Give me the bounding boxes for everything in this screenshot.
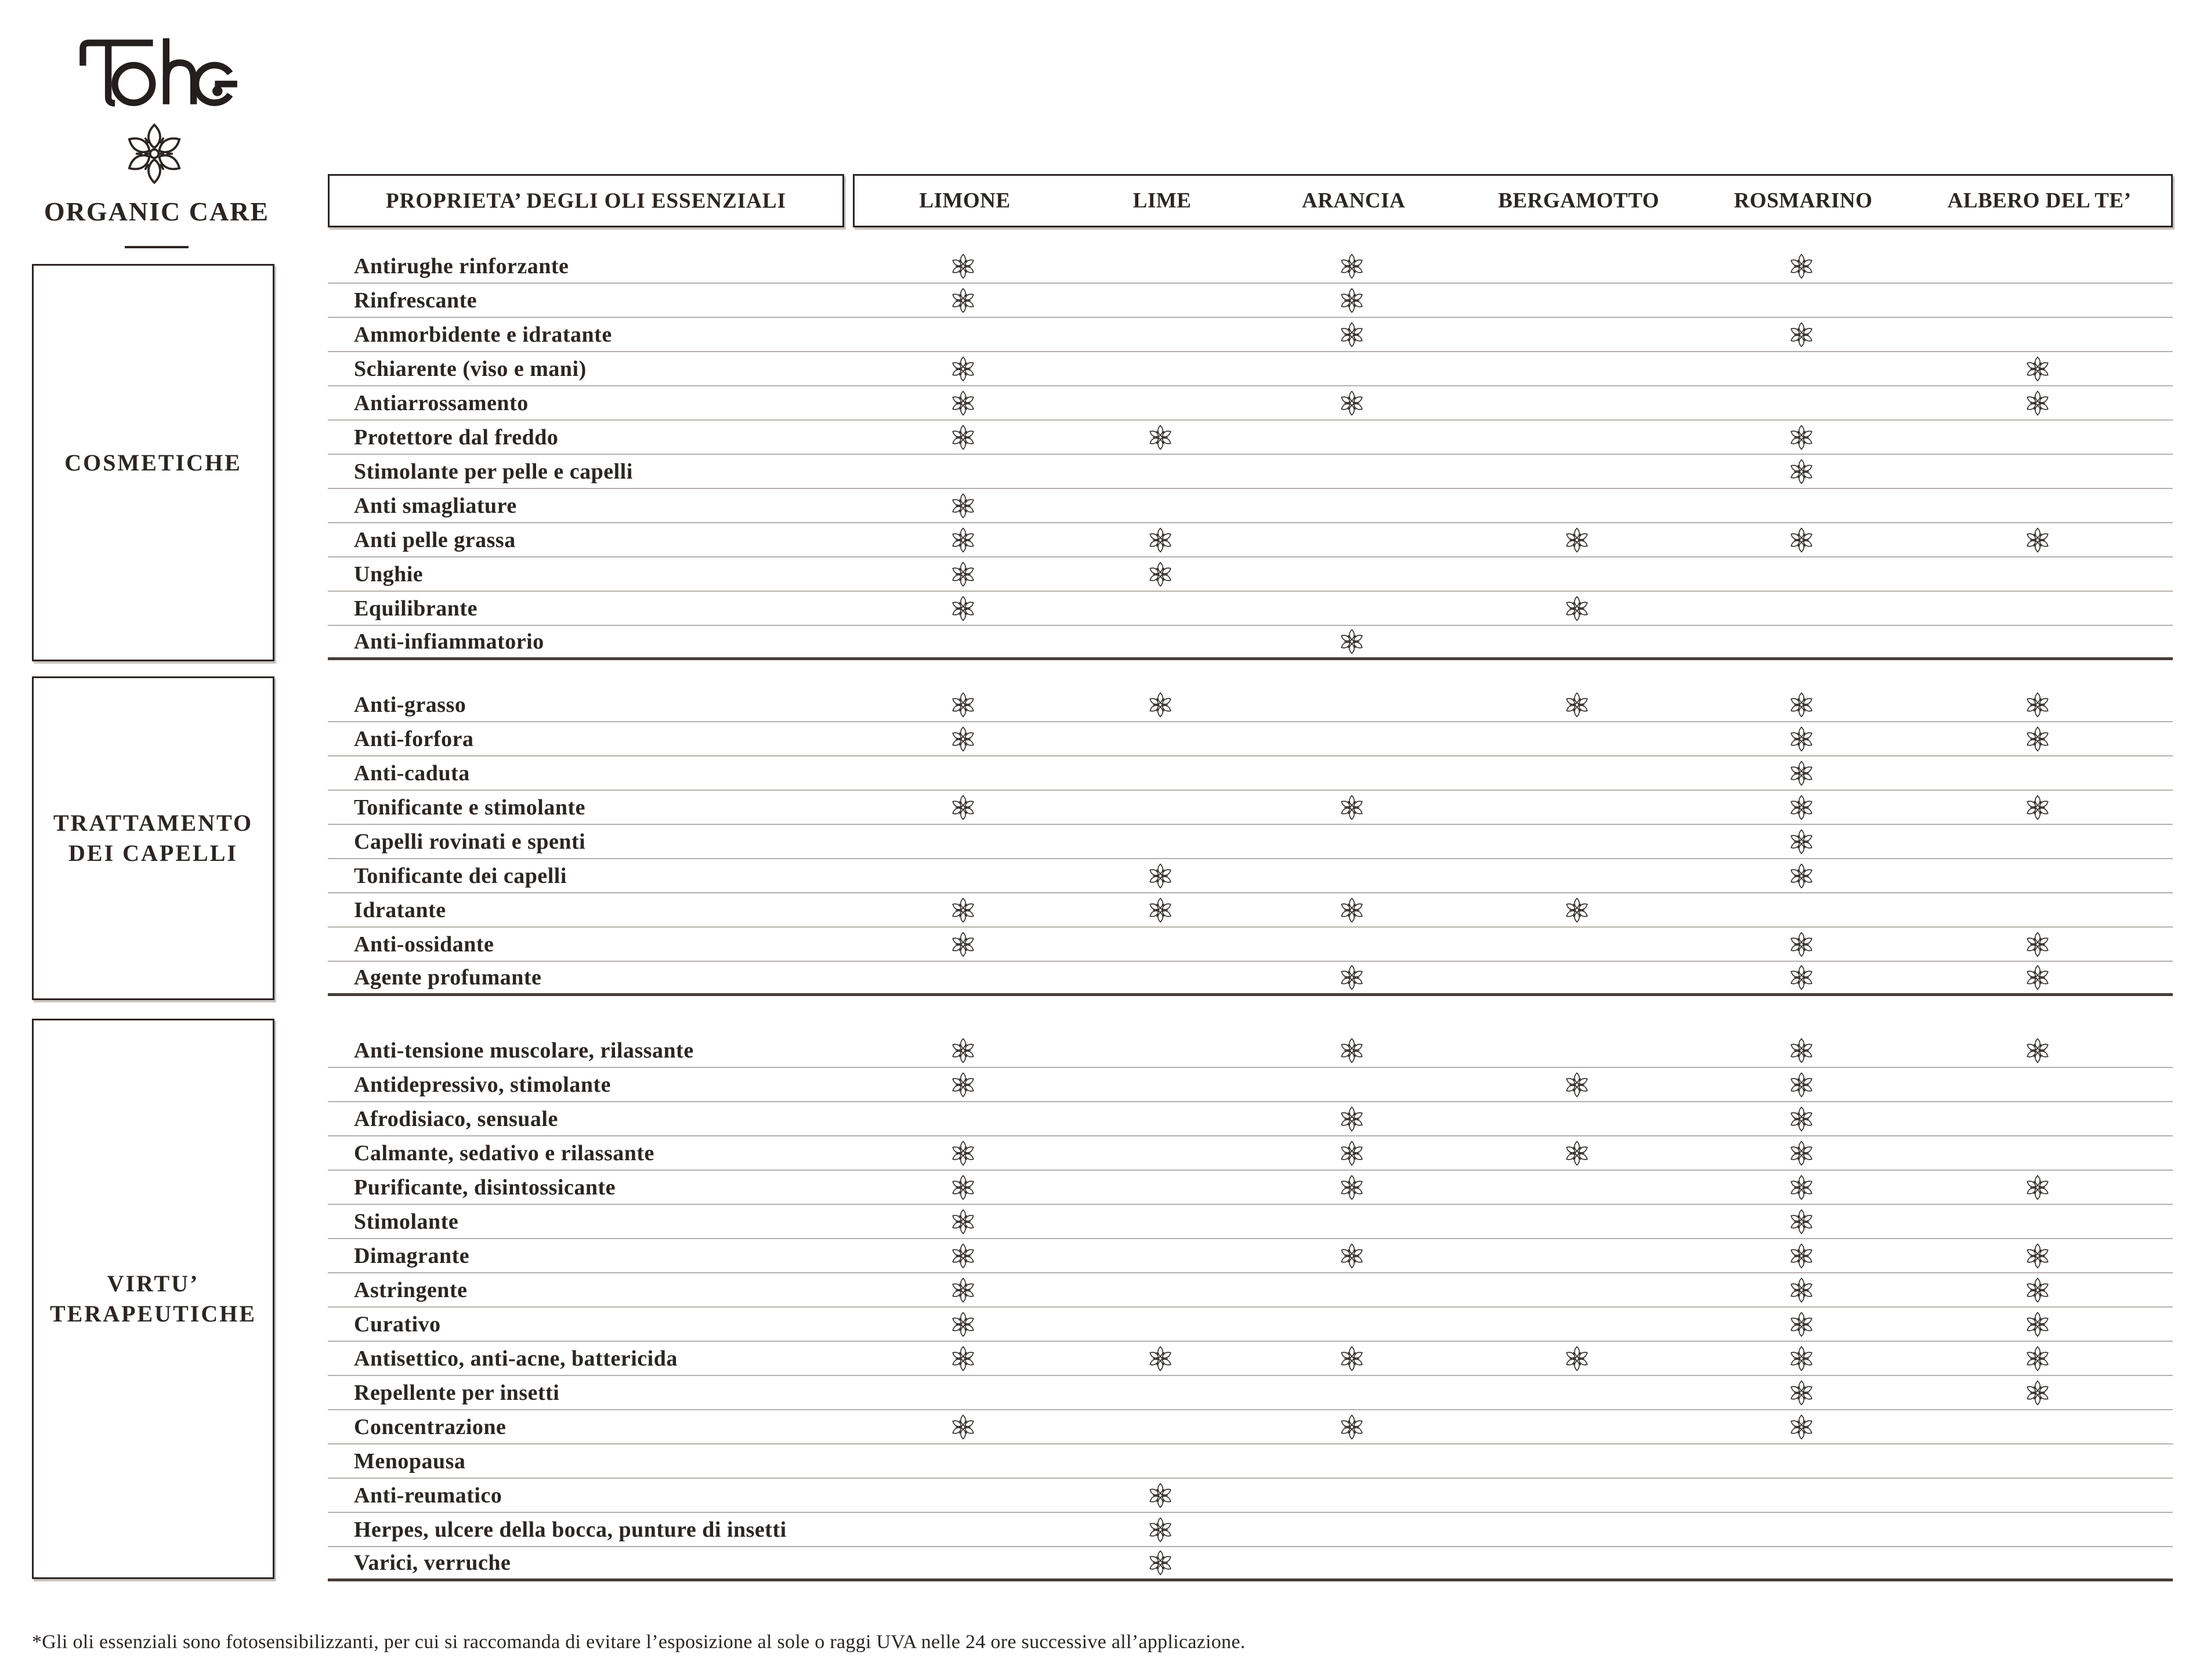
property-label: Antidepressivo, stimolante xyxy=(354,1072,611,1097)
property-label: Anti-forfora xyxy=(354,726,474,751)
property-label: Idratante xyxy=(354,897,446,922)
property-label: Varici, verruche xyxy=(354,1551,511,1575)
flower-mark xyxy=(950,390,976,417)
property-label: Antiarrossamento xyxy=(354,390,529,415)
flower-icon xyxy=(950,1037,976,1064)
flower-icon xyxy=(2024,1037,2051,1064)
flower-icon xyxy=(2024,1380,2051,1406)
property-row xyxy=(328,284,2173,318)
flower-mark xyxy=(1788,1380,1815,1406)
flower-mark xyxy=(1788,321,1815,348)
property-row xyxy=(328,1205,2173,1239)
oil-column-label: LIME xyxy=(1133,189,1192,213)
flower-icon xyxy=(1338,1106,1365,1132)
flower-mark xyxy=(2024,1311,2051,1338)
flower-icon xyxy=(950,1071,976,1098)
flower-icon xyxy=(950,356,976,382)
flower-icon xyxy=(1147,527,1174,553)
flower-icon xyxy=(950,897,976,924)
flower-mark xyxy=(1147,1516,1174,1543)
flower-mark xyxy=(1338,1345,1365,1372)
flower-mark xyxy=(1788,1414,1815,1440)
flower-icon xyxy=(1338,1345,1365,1372)
flower-icon xyxy=(1788,321,1815,348)
property-row xyxy=(328,756,2173,791)
flower-mark xyxy=(2024,1345,2051,1372)
flower-mark xyxy=(950,1414,976,1440)
flower-icon xyxy=(1564,897,1590,924)
flower-mark xyxy=(1338,1140,1365,1167)
property-label: Rinfrescante xyxy=(354,288,477,313)
flower-icon xyxy=(1147,424,1174,451)
flower-icon xyxy=(1338,964,1365,991)
flower-icon xyxy=(2024,1277,2051,1304)
tahe-logo xyxy=(68,30,243,111)
flower-icon xyxy=(2024,1174,2051,1201)
flower-mark xyxy=(1788,691,1815,718)
flower-mark xyxy=(950,691,976,718)
flower-icon xyxy=(1564,595,1590,622)
group-rows xyxy=(328,249,2173,660)
flower-icon xyxy=(1338,1140,1365,1167)
flower-icon xyxy=(1788,828,1815,855)
flower-mark xyxy=(1788,1140,1815,1167)
footnote: *Gli oli essenziali sono fotosensibilizzanti, per cui si raccomanda di evitare l’esposizione al sole o raggi UVA nelle 24 ore successive all’applicazione. xyxy=(32,1631,1246,1653)
flower-mark xyxy=(950,253,976,280)
flower-icon xyxy=(950,1174,976,1201)
flower-mark xyxy=(1788,1071,1815,1098)
flower-mark xyxy=(1147,691,1174,718)
flower-icon xyxy=(1788,691,1815,718)
property-label: Antisettico, anti-acne, battericida xyxy=(354,1346,678,1371)
flower-mark xyxy=(2024,931,2051,958)
flower-mark xyxy=(2024,1037,2051,1064)
property-row xyxy=(328,352,2173,386)
flower-mark xyxy=(950,1277,976,1304)
flower-icon xyxy=(2024,1243,2051,1269)
flower-icon xyxy=(1788,458,1815,485)
property-row xyxy=(328,1034,2173,1068)
property-row xyxy=(328,1479,2173,1513)
flower-mark xyxy=(1564,1345,1590,1372)
flower-icon xyxy=(1564,527,1590,553)
flower-mark xyxy=(2024,964,2051,991)
property-row xyxy=(328,1273,2173,1308)
flower-mark xyxy=(1788,964,1815,991)
property-row xyxy=(328,1444,2173,1479)
flower-mark xyxy=(1788,931,1815,958)
property-label: Stimolante per pelle e capelli xyxy=(354,459,633,484)
flower-mark xyxy=(1788,253,1815,280)
flower-icon xyxy=(2024,527,2051,553)
flower-icon xyxy=(1788,1243,1815,1269)
flower-icon xyxy=(1147,561,1174,588)
property-label: Purificante, disintossicante xyxy=(354,1175,616,1200)
property-row xyxy=(328,859,2173,893)
property-label: Menopausa xyxy=(354,1449,466,1473)
property-row xyxy=(328,825,2173,859)
flower-mark xyxy=(1147,561,1174,588)
flower-mark xyxy=(1338,964,1365,991)
flower-mark xyxy=(1788,1345,1815,1372)
flower-icon xyxy=(1788,1208,1815,1235)
group-label: VIRTU’ TERAPEUTICHE xyxy=(49,1270,257,1327)
flower-mark xyxy=(1788,863,1815,889)
group-label: COSMETICHE xyxy=(64,449,242,476)
flower-mark xyxy=(2024,1380,2051,1406)
property-label: Anti pelle grassa xyxy=(354,527,516,552)
flower-icon xyxy=(1788,794,1815,821)
flower-mark xyxy=(1564,897,1590,924)
flower-icon xyxy=(2024,356,2051,382)
flower-icon xyxy=(1564,1345,1590,1372)
flower-icon xyxy=(1147,863,1174,889)
property-row xyxy=(328,1547,2173,1581)
flower-icon xyxy=(1147,1345,1174,1372)
logo-eye-dot xyxy=(212,86,223,96)
property-row xyxy=(328,455,2173,489)
brand-flower-icon xyxy=(122,121,187,187)
flower-mark xyxy=(1564,595,1590,622)
flower-icon xyxy=(1147,1482,1174,1509)
flower-mark xyxy=(1338,628,1365,655)
flower-icon xyxy=(1788,1174,1815,1201)
property-row xyxy=(328,523,2173,557)
property-row xyxy=(328,1102,2173,1136)
flower-mark xyxy=(1788,424,1815,451)
oil-column-label: ARANCIA xyxy=(1301,189,1406,213)
property-label: Antirughe rinforzante xyxy=(354,254,569,278)
oil-column-label: ALBERO DEL TE’ xyxy=(1947,189,2132,213)
flower-icon xyxy=(1788,726,1815,752)
group-rows xyxy=(328,688,2173,996)
property-label: Tonificante dei capelli xyxy=(354,863,567,888)
flower-icon xyxy=(950,561,976,588)
flower-mark xyxy=(950,1037,976,1064)
flower-mark xyxy=(1338,1243,1365,1269)
flower-mark xyxy=(950,1071,976,1098)
flower-icon xyxy=(1564,691,1590,718)
property-row xyxy=(328,722,2173,756)
flower-mark xyxy=(1338,321,1365,348)
property-row xyxy=(328,626,2173,660)
flower-icon xyxy=(1788,760,1815,787)
flower-icon xyxy=(950,1208,976,1235)
flower-mark xyxy=(1338,1414,1365,1440)
property-row xyxy=(328,1239,2173,1273)
flower-icon xyxy=(950,595,976,622)
flower-icon xyxy=(2024,1311,2051,1338)
flower-mark xyxy=(1788,527,1815,553)
property-row xyxy=(328,1376,2173,1410)
flower-mark xyxy=(1147,1549,1174,1576)
flower-mark xyxy=(1788,828,1815,855)
property-label: Unghie xyxy=(354,562,424,586)
flower-icon xyxy=(2024,691,2051,718)
property-label: Stimolante xyxy=(354,1209,459,1234)
flower-icon xyxy=(950,794,976,821)
flower-mark xyxy=(1788,1208,1815,1235)
property-label: Protettore dal freddo xyxy=(354,425,559,450)
flower-mark xyxy=(1788,1037,1815,1064)
flower-icon xyxy=(950,1277,976,1304)
flower-icon xyxy=(1788,1106,1815,1132)
flower-icon xyxy=(950,931,976,958)
flower-mark xyxy=(2024,1243,2051,1269)
flower-icon xyxy=(2024,964,2051,991)
flower-icon xyxy=(2024,794,2051,821)
flower-mark xyxy=(1788,1174,1815,1201)
flower-mark xyxy=(1147,424,1174,451)
flower-mark xyxy=(1338,1106,1365,1132)
property-label: Agente profumante xyxy=(354,965,542,990)
flower-icon xyxy=(950,253,976,280)
group-box-cosmetiche xyxy=(32,264,274,661)
property-row xyxy=(328,962,2173,996)
flower-icon xyxy=(1788,1037,1815,1064)
flower-mark xyxy=(1338,1037,1365,1064)
flower-mark xyxy=(1564,1140,1590,1167)
flower-mark xyxy=(1338,253,1365,280)
flower-icon xyxy=(950,691,976,718)
flower-mark xyxy=(2024,726,2051,752)
properties-header-label: PROPRIETA’ DEGLI OLI ESSENZIALI xyxy=(386,189,786,213)
property-label: Dimagrante xyxy=(354,1243,470,1268)
flower-mark xyxy=(1564,527,1590,553)
properties-table-body xyxy=(328,0,2173,1680)
brand-underline xyxy=(125,246,189,248)
property-row xyxy=(328,557,2173,592)
flower-icon xyxy=(1788,1345,1815,1372)
flower-icon xyxy=(950,1140,976,1167)
flower-mark xyxy=(1147,863,1174,889)
property-row xyxy=(328,386,2173,421)
flower-icon xyxy=(1788,253,1815,280)
flower-icon xyxy=(950,527,976,553)
flower-icon xyxy=(1788,931,1815,958)
flower-icon xyxy=(1788,424,1815,451)
flower-icon xyxy=(1338,897,1365,924)
property-label: Curativo xyxy=(354,1312,441,1337)
property-label: Concentrazione xyxy=(354,1414,507,1439)
property-label: Capelli rovinati e spenti xyxy=(354,829,586,854)
flower-mark xyxy=(1147,897,1174,924)
flower-mark xyxy=(1147,1482,1174,1509)
flower-mark xyxy=(2024,390,2051,417)
property-label: Equilibrante xyxy=(354,596,477,621)
flower-mark xyxy=(950,1345,976,1372)
oil-column-label: ROSMARINO xyxy=(1734,189,1873,213)
flower-mark xyxy=(2024,527,2051,553)
flower-icon xyxy=(1788,1311,1815,1338)
property-label: Herpes, ulcere della bocca, punture di insetti xyxy=(354,1517,787,1542)
flower-mark xyxy=(950,1311,976,1338)
property-label: Repellente per insetti xyxy=(354,1380,560,1405)
flower-icon xyxy=(1147,1516,1174,1543)
flower-icon xyxy=(1338,253,1365,280)
flower-icon xyxy=(950,287,976,314)
flower-icon xyxy=(950,1345,976,1372)
flower-icon xyxy=(1788,863,1815,889)
flower-mark xyxy=(950,493,976,519)
property-row xyxy=(328,592,2173,626)
property-label: Tonificante e stimolante xyxy=(354,795,586,820)
flower-icon xyxy=(1338,628,1365,655)
group-box-virtu-terapeutiche xyxy=(32,1019,274,1579)
flower-icon xyxy=(1788,1380,1815,1406)
flower-mark xyxy=(1147,1345,1174,1372)
flower-icon xyxy=(950,424,976,451)
flower-icon xyxy=(2024,726,2051,752)
flower-mark xyxy=(2024,1174,2051,1201)
flower-mark xyxy=(1564,691,1590,718)
flower-mark xyxy=(950,897,976,924)
property-row xyxy=(328,1068,2173,1102)
flower-icon xyxy=(1338,1174,1365,1201)
flower-icon xyxy=(1564,1071,1590,1098)
property-row xyxy=(328,1410,2173,1444)
property-row xyxy=(328,688,2173,722)
property-row xyxy=(328,318,2173,352)
flower-mark xyxy=(1788,794,1815,821)
property-label: Astringente xyxy=(354,1277,468,1302)
flower-mark xyxy=(950,561,976,588)
property-row xyxy=(328,1342,2173,1376)
flower-icon xyxy=(1564,1140,1590,1167)
flower-icon xyxy=(1338,390,1365,417)
property-row xyxy=(328,1136,2173,1171)
flower-icon xyxy=(1147,897,1174,924)
flower-mark xyxy=(1788,458,1815,485)
flower-mark xyxy=(950,287,976,314)
group-box-trattamento-dei-capelli xyxy=(32,676,274,1000)
flower-icon xyxy=(1338,1243,1365,1269)
flower-mark xyxy=(950,1174,976,1201)
flower-icon xyxy=(950,493,976,519)
flower-mark xyxy=(950,726,976,752)
brand-line-name: ORGANIC CARE xyxy=(44,197,270,226)
flower-icon xyxy=(1147,1549,1174,1576)
property-row xyxy=(328,249,2173,284)
flower-mark xyxy=(2024,1277,2051,1304)
flower-mark xyxy=(1788,1106,1815,1132)
flower-icon xyxy=(1788,1140,1815,1167)
property-row xyxy=(328,791,2173,825)
flower-icon xyxy=(950,1311,976,1338)
flower-icon xyxy=(1338,1414,1365,1440)
property-row xyxy=(328,893,2173,928)
flower-mark xyxy=(1788,726,1815,752)
property-row xyxy=(328,489,2173,523)
flower-mark xyxy=(1147,527,1174,553)
property-label: Afrodisiaco, sensuale xyxy=(354,1106,558,1131)
flower-icon xyxy=(1338,1037,1365,1064)
flower-icon xyxy=(1788,1277,1815,1304)
flower-mark xyxy=(950,1243,976,1269)
flower-icon xyxy=(950,390,976,417)
flower-mark xyxy=(1788,1311,1815,1338)
flower-icon xyxy=(1788,1414,1815,1440)
property-row xyxy=(328,1513,2173,1547)
flower-mark xyxy=(950,1208,976,1235)
flower-icon xyxy=(2024,931,2051,958)
property-label: Calmante, sedativo e rilassante xyxy=(354,1140,654,1165)
flower-icon xyxy=(1788,964,1815,991)
flower-mark xyxy=(1338,287,1365,314)
flower-mark xyxy=(950,931,976,958)
property-row xyxy=(328,421,2173,455)
property-row xyxy=(328,928,2173,962)
flower-icon xyxy=(1147,691,1174,718)
flower-mark xyxy=(1338,794,1365,821)
flower-mark xyxy=(1788,1243,1815,1269)
flower-icon xyxy=(2024,390,2051,417)
flower-mark xyxy=(1338,390,1365,417)
flower-icon xyxy=(950,1243,976,1269)
flower-mark xyxy=(1338,897,1365,924)
property-row xyxy=(328,1171,2173,1205)
group-label: TRATTAMENTO DEI CAPELLI xyxy=(53,810,254,866)
property-label: Schiarente (viso e mani) xyxy=(354,356,587,381)
property-label: Anti-ossidante xyxy=(354,932,494,957)
flower-icon xyxy=(1788,1071,1815,1098)
flower-icon xyxy=(1788,527,1815,553)
flower-mark xyxy=(950,356,976,382)
flower-mark xyxy=(950,527,976,553)
flower-icon xyxy=(1338,287,1365,314)
group-rows xyxy=(328,1034,2173,1581)
flower-mark xyxy=(950,1140,976,1167)
flower-mark xyxy=(2024,691,2051,718)
flower-icon xyxy=(1338,794,1365,821)
property-label: Anti-caduta xyxy=(354,761,470,785)
flower-mark xyxy=(1564,1071,1590,1098)
flower-icon xyxy=(950,726,976,752)
flower-icon xyxy=(950,1414,976,1440)
oil-column-label: BERGAMOTTO xyxy=(1498,189,1659,213)
property-label: Anti-tensione muscolare, rilassante xyxy=(354,1038,694,1063)
flower-mark xyxy=(1788,1277,1815,1304)
property-row xyxy=(328,1308,2173,1342)
flower-mark xyxy=(2024,794,2051,821)
flower-mark xyxy=(1788,760,1815,787)
flower-icon xyxy=(2024,1345,2051,1372)
property-label: Anti-reumatico xyxy=(354,1483,502,1508)
flower-mark xyxy=(950,424,976,451)
flower-icon xyxy=(1338,321,1365,348)
property-label: Anti-infiammatorio xyxy=(354,629,544,654)
property-label: Ammorbidente e idratante xyxy=(354,322,612,347)
flower-mark xyxy=(950,595,976,622)
oil-column-label: LIMONE xyxy=(919,189,1011,213)
property-label: Anti smagliature xyxy=(354,493,517,518)
flower-mark xyxy=(950,794,976,821)
flower-mark xyxy=(1338,1174,1365,1201)
flower-mark xyxy=(2024,356,2051,382)
property-label: Anti-grasso xyxy=(354,692,466,717)
